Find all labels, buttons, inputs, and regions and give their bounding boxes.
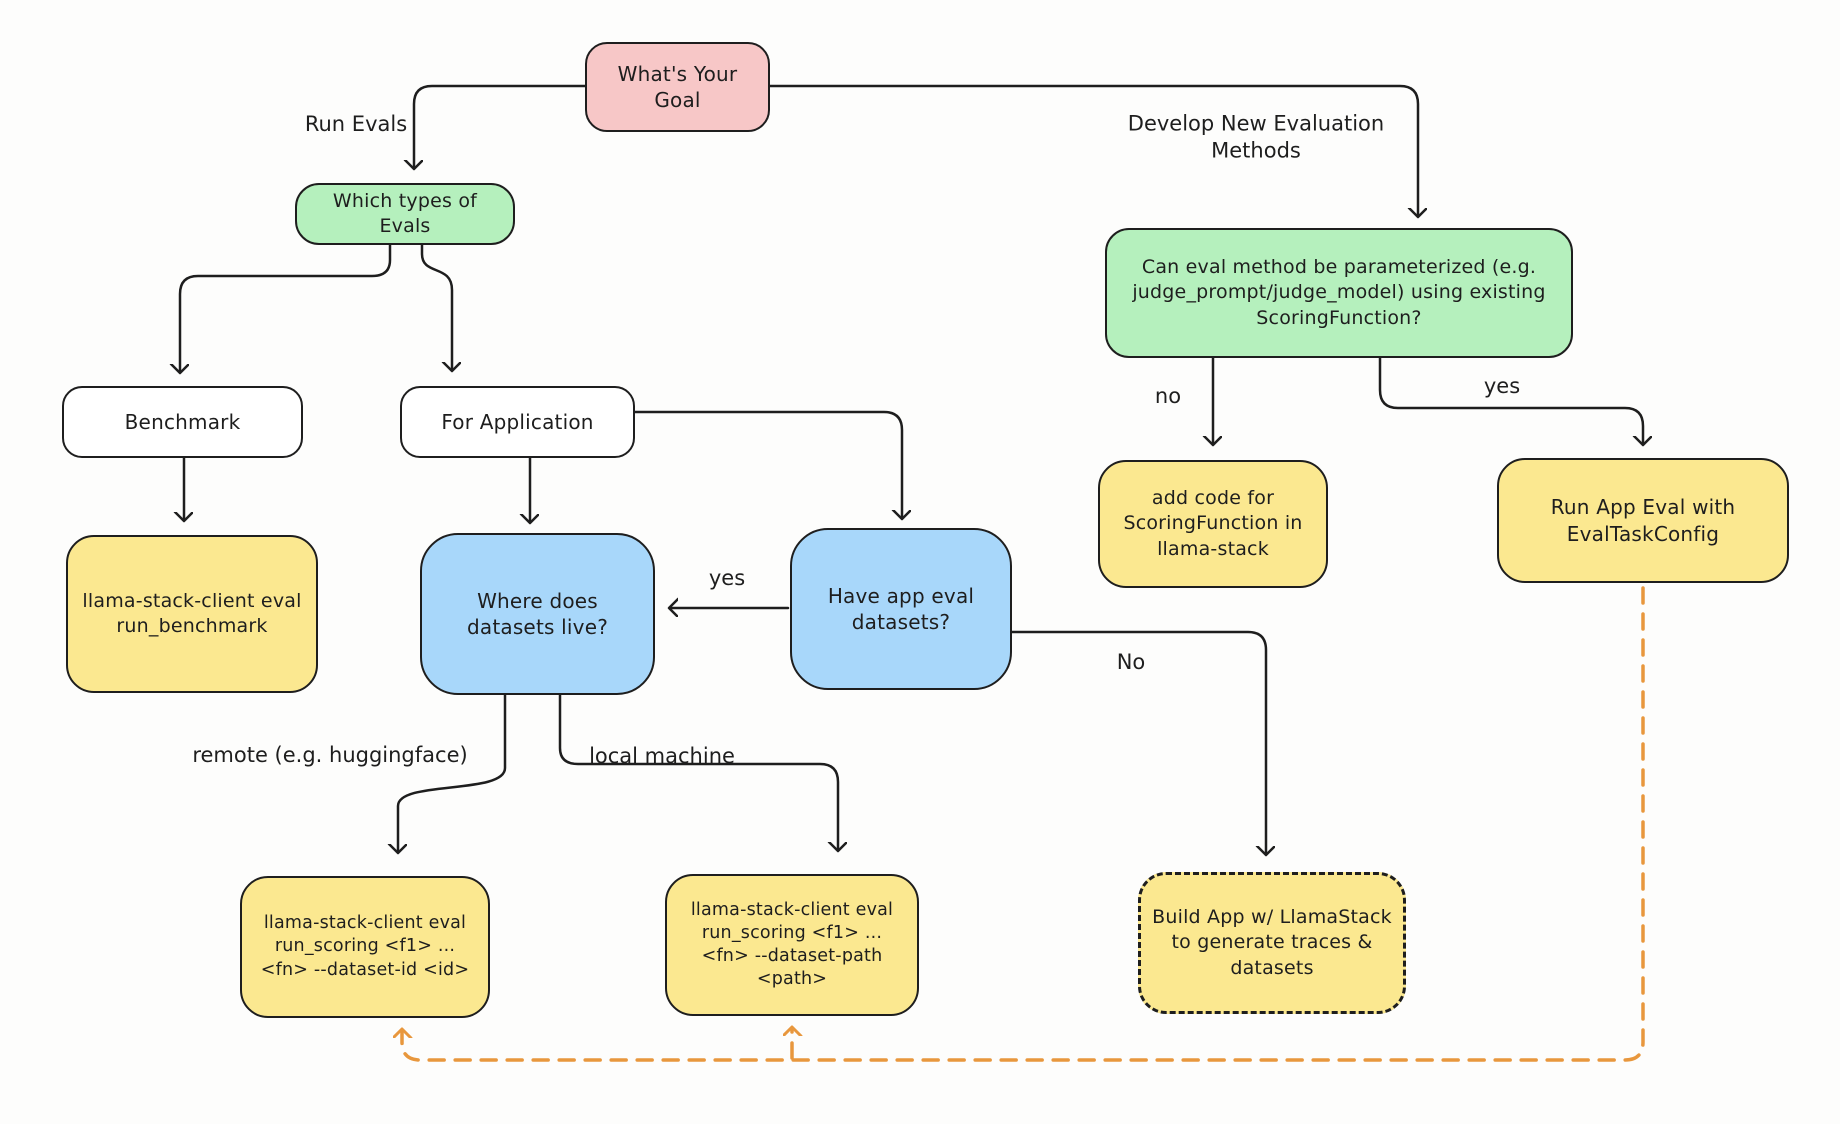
node-whats-your-goal[interactable]: What's Your Goal bbox=[585, 42, 770, 132]
edge-label-yes-mid: yes bbox=[708, 566, 746, 590]
node-where-does-datasets-live[interactable]: Where does datasets live? bbox=[420, 533, 655, 695]
edge-label-yes-right: yes bbox=[1483, 374, 1521, 398]
edge-for-application-to-have-datasets bbox=[635, 412, 902, 518]
edge-which-types-to-benchmark bbox=[180, 245, 390, 372]
edge-param-yes-to-run-app-eval bbox=[1380, 358, 1643, 444]
edge-label-local-machine: local machine bbox=[589, 744, 735, 768]
node-for-application[interactable]: For Application bbox=[400, 386, 635, 458]
edge-label-develop-new-evaluation-methods: Develop New Evaluation Methods bbox=[1127, 111, 1385, 163]
node-have-app-eval-datasets[interactable]: Have app eval datasets? bbox=[790, 528, 1012, 690]
edge-label-no-caps: No bbox=[1116, 650, 1146, 674]
node-add-code-for-scoringfunction[interactable]: add code for ScoringFunction in llama-stack bbox=[1098, 460, 1328, 588]
node-which-types-of-evals[interactable]: Which types of Evals bbox=[295, 183, 515, 245]
edge-where-datasets-local-to-run-scoring-path bbox=[560, 695, 838, 850]
node-run-scoring-dataset-path[interactable]: llama-stack-client eval run_scoring <f1> ... <fn> --dataset-path <path> bbox=[665, 874, 919, 1016]
edge-goal-to-which-types bbox=[414, 86, 585, 168]
edge-label-remote-huggingface: remote (e.g. huggingface) bbox=[192, 743, 468, 767]
node-benchmark[interactable]: Benchmark bbox=[62, 386, 303, 458]
node-run-app-eval-with-evaltaskconfig[interactable]: Run App Eval with EvalTaskConfig bbox=[1497, 458, 1789, 583]
node-build-app-with-llamastack[interactable]: Build App w/ LlamaStack to generate traces & datasets bbox=[1138, 872, 1406, 1014]
edge-label-no: no bbox=[1154, 384, 1182, 408]
node-run-benchmark-command[interactable]: llama-stack-client eval run_benchmark bbox=[66, 535, 318, 693]
edge-which-types-to-for-application bbox=[422, 245, 452, 370]
node-can-eval-method-be-parameterized[interactable]: Can eval method be parameterized (e.g. judge_prompt/judge_model) using existing ScoringFunction? bbox=[1105, 228, 1573, 358]
edge-where-datasets-remote-to-run-scoring-id bbox=[398, 695, 505, 852]
node-run-scoring-dataset-id[interactable]: llama-stack-client eval run_scoring <f1> ... <fn> --dataset-id <id> bbox=[240, 876, 490, 1018]
edge-label-run-evals: Run Evals bbox=[304, 112, 408, 136]
